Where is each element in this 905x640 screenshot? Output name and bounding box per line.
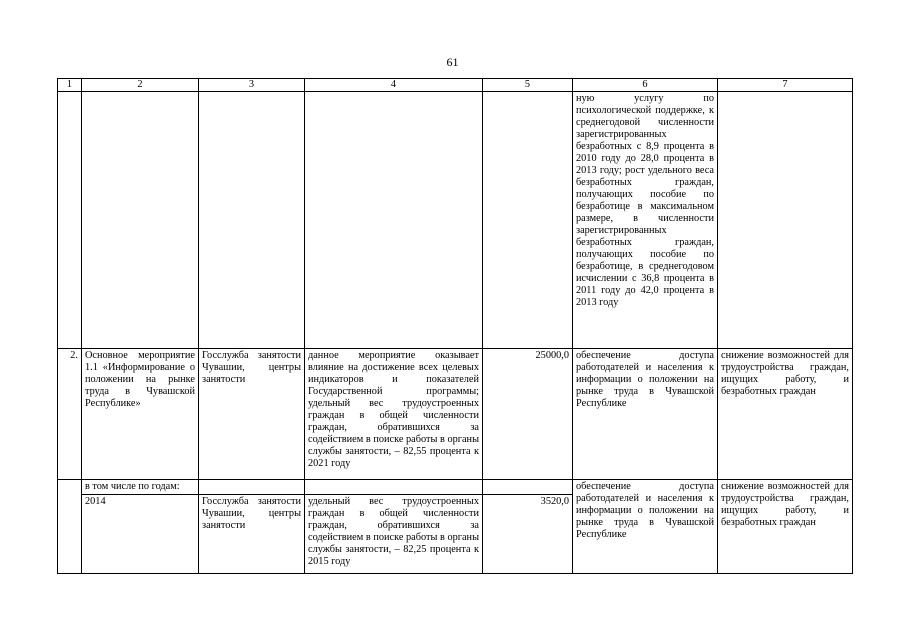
cell-empty bbox=[305, 480, 483, 495]
cell-empty bbox=[483, 480, 573, 495]
table-row-main-activity bbox=[58, 349, 853, 480]
activity-consequence: снижение возможностей для трудоустройства граждан, ищущих работу, и безработных граждан bbox=[718, 349, 853, 480]
cell-empty bbox=[58, 92, 82, 349]
continued-result-text: ную услугу по психологической поддержке, к среднегодовой численности зарегистрированных безработных с 8,9 процента в 2010 году до 28,0 процента в 2013 году; рост удельного веса безработных граждан, получающих пособие по безработице в максимальном размере, в численности зарегистрированных безработных граждан, получающих пособие по безработице, в среднегодовом исчислении с 36,8 процента в 2011 году до 42,0 процента в 2013 году bbox=[573, 92, 718, 349]
cell-empty bbox=[82, 92, 199, 349]
column-number-row bbox=[58, 79, 853, 92]
activity-result: обеспечение доступа работодателей и населения к информации о положении на рынке труда в Чувашской Республике bbox=[573, 349, 718, 480]
by-years-label: в том числе по годам: bbox=[82, 480, 199, 495]
column-header-5: 5 bbox=[483, 79, 573, 92]
column-header-7: 7 bbox=[718, 79, 853, 92]
row-number: 2. bbox=[58, 349, 82, 480]
by-years-result: обеспечение доступа работодателей и населения к информации о положении на рынке труда в Чувашской Республике bbox=[573, 480, 718, 574]
cell-empty bbox=[199, 480, 305, 495]
cell-empty bbox=[718, 92, 853, 349]
cell-empty bbox=[305, 92, 483, 349]
column-header-2: 2 bbox=[82, 79, 199, 92]
column-header-3: 3 bbox=[199, 79, 305, 92]
year-2014-amount: 3520,0 bbox=[483, 495, 573, 574]
column-header-4: 4 bbox=[305, 79, 483, 92]
cell-empty bbox=[58, 480, 82, 495]
year-2014-impact: удельный вес трудоустроенных граждан в общей численности граждан, обратившихся за содействием в поиске работы в органы службы занятости, – 82,25 процента к 2015 году bbox=[305, 495, 483, 574]
activity-executor: Госслужба занятости Чувашии, центры занятости bbox=[199, 349, 305, 480]
column-header-6: 6 bbox=[573, 79, 718, 92]
by-years-consequence: снижение возможностей для трудоустройства граждан, ищущих работу, и безработных граждан bbox=[718, 480, 853, 574]
page-number: 61 bbox=[446, 55, 459, 69]
table-row-by-years bbox=[58, 480, 853, 495]
cell-empty bbox=[483, 92, 573, 349]
activities-table bbox=[57, 78, 853, 574]
activity-amount: 25000,0 bbox=[483, 349, 573, 480]
activity-title: Основное мероприятие 1.1 «Информирование о положении на рынке труда в Чувашской Республике» bbox=[82, 349, 199, 480]
activity-impact: данное мероприятие оказывает влияние на достижение всех целевых индикаторов и показателей Государственной программы; удельный вес трудоустроенных граждан в общей численности граждан, обратившихся за содействием в поиске работы в органы службы занятости, – 82,55 процента к 2021 году bbox=[305, 349, 483, 480]
cell-empty bbox=[199, 92, 305, 349]
year-2014-executor: Госслужба занятости Чувашии, центры занятости bbox=[199, 495, 305, 574]
table-row-continuation bbox=[58, 92, 853, 349]
cell-empty bbox=[58, 495, 82, 574]
year-2014: 2014 bbox=[82, 495, 199, 574]
column-header-1: 1 bbox=[58, 79, 82, 92]
